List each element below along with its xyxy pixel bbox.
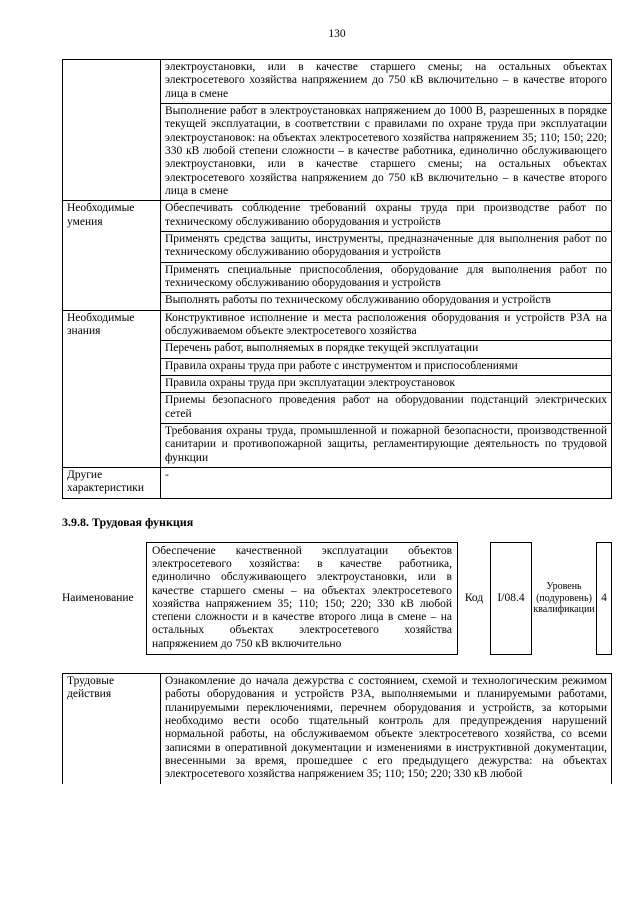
function-level-value: 4 — [596, 542, 612, 656]
knowledge-cell: Правила охраны труда при работе с инструментом и приспособлениями — [161, 358, 612, 375]
function-code-label: Код — [464, 591, 484, 604]
table-row — [63, 60, 612, 104]
table-row — [63, 310, 612, 341]
knowledge-label-cell: Необходимые знания — [63, 310, 161, 467]
knowledge-cell: Требования охраны труда, промышленной и пожарной безопасности, производственной санитарии и противопожарной защиты, регламентирующие деятельность по трудовой функции — [161, 423, 612, 467]
continuation-cell: электроустановки, или в качестве старшего смены; на остальных объектах электросетевого хозяйства напряжением до 750 кВ включительно – в качестве второго лица в смене — [161, 60, 612, 104]
table-row — [63, 201, 612, 232]
skill-cell: Выполнять работы по техническому обслуживанию оборудования и устройств — [161, 293, 612, 310]
actions-table — [62, 673, 612, 784]
requirements-table — [62, 59, 612, 499]
table-row — [63, 467, 612, 498]
function-header-table — [62, 542, 612, 656]
skills-label-cell: Необходимые умения — [63, 201, 161, 310]
function-level-label: Уровень (подуровень) квалификации — [533, 581, 595, 616]
continuation-label-cell — [63, 60, 161, 201]
other-label-cell: Другие характеристики — [63, 467, 161, 498]
knowledge-cell: Правила охраны труда при эксплуатации электроустановок — [161, 375, 612, 392]
actions-text-cell: Ознакомление до начала дежурства с состоянием, схемой и технологическим режимом работы оборудования и устройств РЗА, выполняемыми и планируемыми работами, планируемыми переключениями, перечнем оборудования и устройств, за которыми необходимо вести особо тщательный контроль для предупреждения нарушений нормальной работы, на обслуживаемом объекте электросетевого хозяйства, со всеми записями в оперативной документации и изменениями в инструктивной документации, внесенными за время, прошедшее с его предыдущего дежурства: на объектах электросетевого хозяйства напряжением 35; 110; 150; 220; 330 кВ любой — [161, 674, 612, 784]
continuation-cell: Выполнение работ в электроустановках напряжением до 1000 В, разрешенных в порядке текущей эксплуатации, в соответствии с правилами по охране труда при эксплуатации электроустановок: на объектах электросетевого хозяйства напряжением 35; 110; 150; 220; 330 кВ любой степени сложности – в качестве работника, единолично обслуживающего электроустановки, или в качестве старшего смены; на остальных объектах электросетевого хозяйства напряжением до 750 кВ включительно – в качестве второго лица в смене — [161, 103, 612, 200]
page-number: 130 — [328, 28, 346, 40]
skill-cell: Применять специальные приспособления, оборудование для выполнения работ по техническому обслуживанию оборудования и устройств — [161, 262, 612, 293]
table-row — [63, 674, 612, 784]
actions-label-cell: Трудовые действия — [63, 674, 161, 784]
section-heading: 3.9.8. Трудовая функция — [62, 514, 194, 529]
function-name-label: Наименование — [62, 591, 134, 604]
knowledge-cell: Перечень работ, выполняемых в порядке текущей эксплуатации — [161, 341, 612, 358]
other-value-cell: - — [161, 467, 612, 498]
knowledge-cell: Конструктивное исполнение и места расположения оборудования и устройств РЗА на обслуживаемом объекте электросетевого хозяйства — [161, 310, 612, 341]
function-code-value: I/08.4 — [490, 542, 532, 656]
function-name-text: Обеспечение качественной эксплуатации объектов электросетевого хозяйства: в качестве работника, единолично обслуживающего электроустановки, или в качестве старшего смены – на объектах электросетевого хозяйства напряжением 35; 110; 150; 220; 330 кВ любой степени сложности и в качестве второго лица в смене – на остальных объектах электросетевого хозяйства напряжением до 750 кВ включительно — [146, 542, 458, 656]
skill-cell: Применять средства защиты, инструменты, предназначенные для выполнения работ по техническому обслуживанию оборудования и устройств — [161, 231, 612, 262]
skill-cell: Обеспечивать соблюдение требований охраны труда при производстве работ по техническому обслуживанию оборудования и устройств — [161, 201, 612, 232]
knowledge-cell: Приемы безопасного проведения работ на оборудовании подстанций электрических сетей — [161, 393, 612, 424]
